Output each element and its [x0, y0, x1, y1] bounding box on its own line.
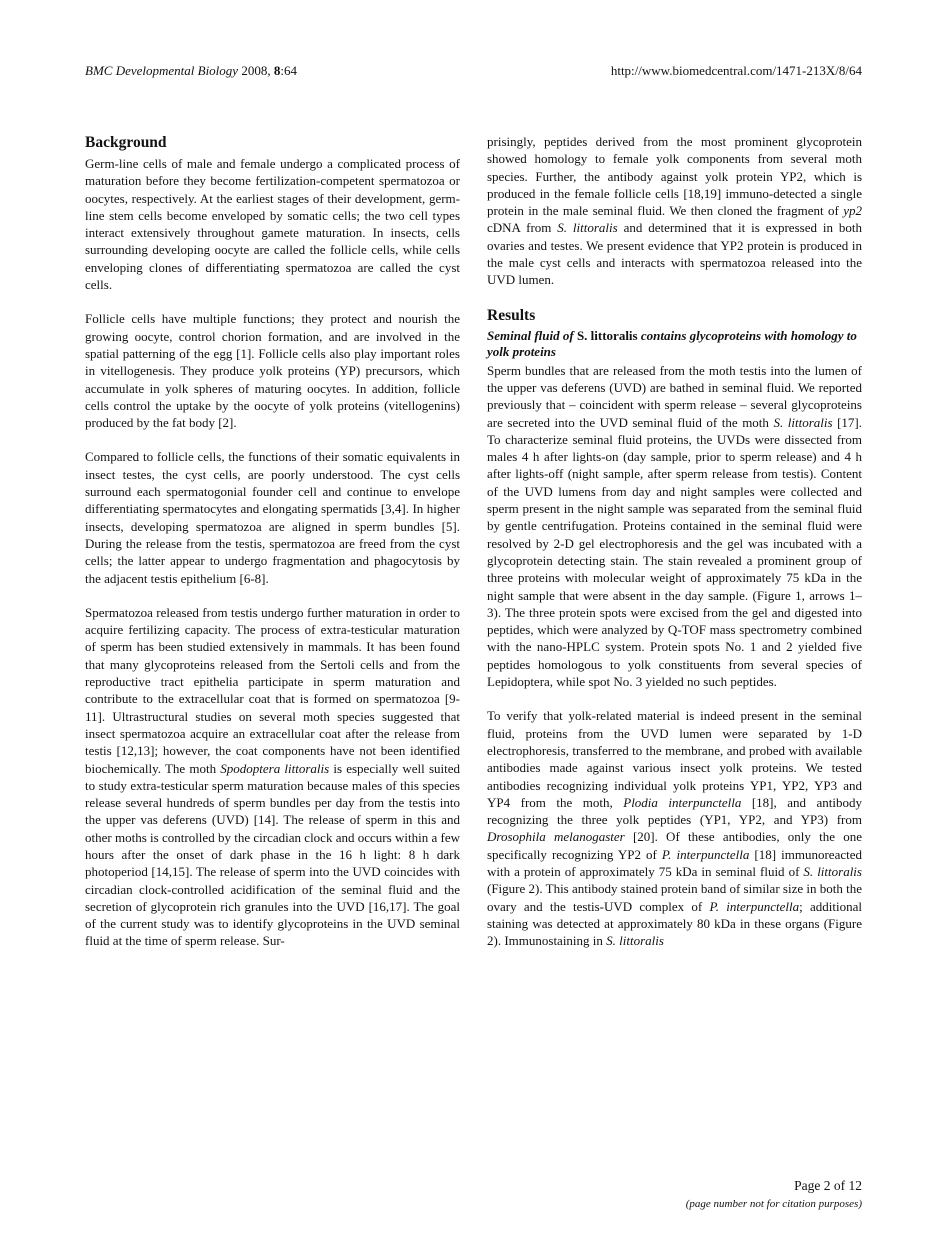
- paragraph: [487, 133, 862, 289]
- text-segment: 8: [273, 63, 281, 78]
- text-segment: S. littoralis: [557, 220, 618, 236]
- text-segment: BMC Developmental Biology: [85, 63, 239, 78]
- text-segment: [17]. To characterize seminal fluid proteins, the UVDs were dissected from males 4 h after lights-on (day sample, prior to sperm release) and 4 h after lights-off (night sample, after sperm release from testis). Content of the UVD lumens from day and night samples were collected and sperm present in the night sample was separated from the seminal fluid by gentle centrifugation. Proteins contained in the seminal fluid were resolved by 2-D gel electrophoresis and the gel was incubated with a glycoprotein detecting stain. The stain revealed a prominent group of three proteins with molecular weight of approximately 75 kDa in the night sample that were absent in the day sample. (Figure 1, arrows 1–3). The three protein spots were excised from the gel and digested into peptides, which were analyzed by Q-TOF mass spectrometry combined with the nano-HPLC system. Protein spots No. 1 and 2 yielded five peptides homologous to yolk constituents from several species of Lepidoptera, while spot No. 3 yielded no such peptides.: [487, 414, 862, 690]
- text-segment: (Figure 2). This antibody stained protein band of similar size in both the ovary and the testis-UVD complex of: [487, 881, 862, 914]
- text-segment: cDNA from: [487, 220, 558, 236]
- text-segment: [18] immunoreacted with a protein of approximately 75 kDa in seminal fluid of: [487, 846, 862, 879]
- text-segment: P. interpunctella: [709, 898, 800, 914]
- text-segment: and determined that it is expressed in both ovaries and testes. We present evidence that YP2 protein is produced in the male cyst cells and interacts with spermatozoa released into the UVD lumen.: [487, 220, 862, 288]
- journal-reference: [85, 63, 297, 79]
- page-number: Page 2 of 12: [794, 1178, 862, 1193]
- text-segment: :64: [280, 63, 297, 78]
- subsection-heading: [487, 328, 862, 360]
- text-segment: S. littoralis: [576, 327, 638, 343]
- text-segment: Spodoptera littoralis: [220, 760, 330, 776]
- paragraph: [85, 448, 460, 586]
- paragraph: [487, 707, 862, 949]
- text-segment: S. littoralis: [803, 863, 862, 879]
- text-segment: S. littoralis: [773, 414, 833, 430]
- text-segment: To verify that yolk-related material is indeed present in the seminal fluid, proteins from the UVD lumen were separated by 1-D electrophoresis, transferred to the membrane, and probed with available antibodies made against various insect yolk proteins. We tested antibodies recognizing individual yolk proteins YP1, YP2, YP3 and YP4 from the moth,: [487, 708, 862, 810]
- text-segment: yp2: [843, 203, 862, 219]
- text-segment: [18], and antibody recognizing the three yolk peptides (YP1, YP2, and YP3) from: [487, 794, 862, 828]
- text-segment: Compared to follicle cells, the functions of their somatic equivalents in insect testes, the cyst cells, are poorly understood. The cyst cells surround each spermatogonial founder cell and continue to envelope differentiating spermatocytes and elongating spermatids [3,4]. In higher insects, developing spermatozoa are aligned in sperm bundles [5]. During the release from the testis, spermatozoa are freed from the cyst cells; the latter appear to undergo fragmentation and phagocytosis by the adjacent testis epithelium [6-8].: [85, 449, 460, 586]
- page-header: [85, 63, 862, 79]
- text-segment: Background: [85, 134, 167, 151]
- text-segment: contains glycoproteins with homology to yolk proteins: [487, 327, 857, 359]
- text-segment: Seminal fluid of: [487, 327, 577, 343]
- section-heading: [487, 306, 862, 325]
- text-segment: [20]. Of these antibodies, only the one specifically recognizing YP2 of: [487, 829, 862, 862]
- text-segment: Drosophila melanogaster: [487, 829, 625, 845]
- text-segment: Germ-line cells of male and female undergo a complicated process of maturation before they become fertilization-competent spermatozoa or oocytes, respectively. At the earliest stages of their development, germ-line stem cells become enveloped by somatic cells; the two cell types interact extensively throughout gamete maturation. In insects, cells surrounding developing oocyte are called the follicle cells, while cells enveloping clones of differentiating spermatozoa are called the cyst cells.: [85, 156, 460, 293]
- text-segment: Follicle cells have multiple functions; they protect and nourish the growing oocyte, control chorion formation, and are involved in the spatial patterning of the egg [1]. Follicle cells also play important roles in vitellogenesis. They produce yolk proteins (YP) precursors, which accumulate in yolk spheres of maturing oocytes. In addition, follicle cells control the uptake by the oocyte of yolk proteins (vitellogenins) produced by the fat body [2].: [85, 311, 460, 431]
- page-footer: [686, 1177, 862, 1211]
- text-segment: Plodia interpunctella: [623, 794, 742, 810]
- paragraph: [85, 155, 460, 293]
- text-segment: ; additional staining was detected at approximately 80 kDa in these organs (Figure 2). Immunostaining in: [487, 898, 862, 949]
- text-segment: is especially well suited to study extra-testicular sperm maturation because males of this species release several hundreds of sperm bundles per day from the testis into the upper vas deferens (UVD) [14]. The release of sperm in this and other moths is controlled by the circadian clock and occurs within a few hours after the onset of dark phase in the 16 h light: 8 h dark photoperiod [14,15]. The release of sperm into the UVD coincides with circadian clock-controlled acidification of the seminal fluid and the secretion of glycoprotein rich granules into the UVD [16,17]. The goal of the current study was to identify glycoproteins in the UVD seminal fluid at the time of sperm release. Sur-: [85, 760, 460, 949]
- text-segment: prisingly, peptides derived from the most prominent glycoprotein showed homology to female yolk components from several moth species. Further, the antibody against yolk protein YP2, which is produced in the female follicle cells [18,19] immuno-detected a single protein in the male seminal fluid. We then cloned the fragment of: [487, 134, 862, 219]
- right-column: [487, 133, 862, 1181]
- text-segment: P. interpunctella: [661, 846, 750, 862]
- section-heading: [85, 133, 460, 152]
- citation-note: (page number not for citation purposes): [685, 1198, 862, 1210]
- text-segment: S. littoralis: [606, 933, 664, 949]
- text-segment: Results: [487, 306, 536, 324]
- left-column: [85, 133, 460, 1181]
- article-url: http://www.biomedcentral.com/1471-213X/8/64: [610, 63, 862, 78]
- text-segment: Spermatozoa released from testis undergo further maturation in order to acquire fertilizing capacity. The process of extra-testicular maturation of sperm has been studied extensively in mammals. It has been found that many glycoproteins released from the Sertoli cells and from the reproductive tract epithelia participate in sperm maturation and contribute to the extracellular coat that is formed on spermatozoa [9-11]. Ultrastructural studies on several moth species suggested that insect spermatozoa acquire an extracellular coat after the release from testis [12,13]; however, the coat components have not been identified biochemically. The moth: [85, 604, 460, 776]
- text-segment: 2008,: [238, 63, 274, 78]
- text-segment: Sperm bundles that are released from the moth testis into the lumen of the upper vas deferens (UVD) are bathed in seminal fluid. We reported previously that – coincident with sperm release – several glycoproteins are secreted into the UVD seminal fluid of the moth: [487, 362, 862, 430]
- paragraph: [85, 604, 460, 950]
- paragraph: [487, 362, 862, 691]
- paragraph: [85, 310, 460, 431]
- article-body: [85, 133, 862, 1181]
